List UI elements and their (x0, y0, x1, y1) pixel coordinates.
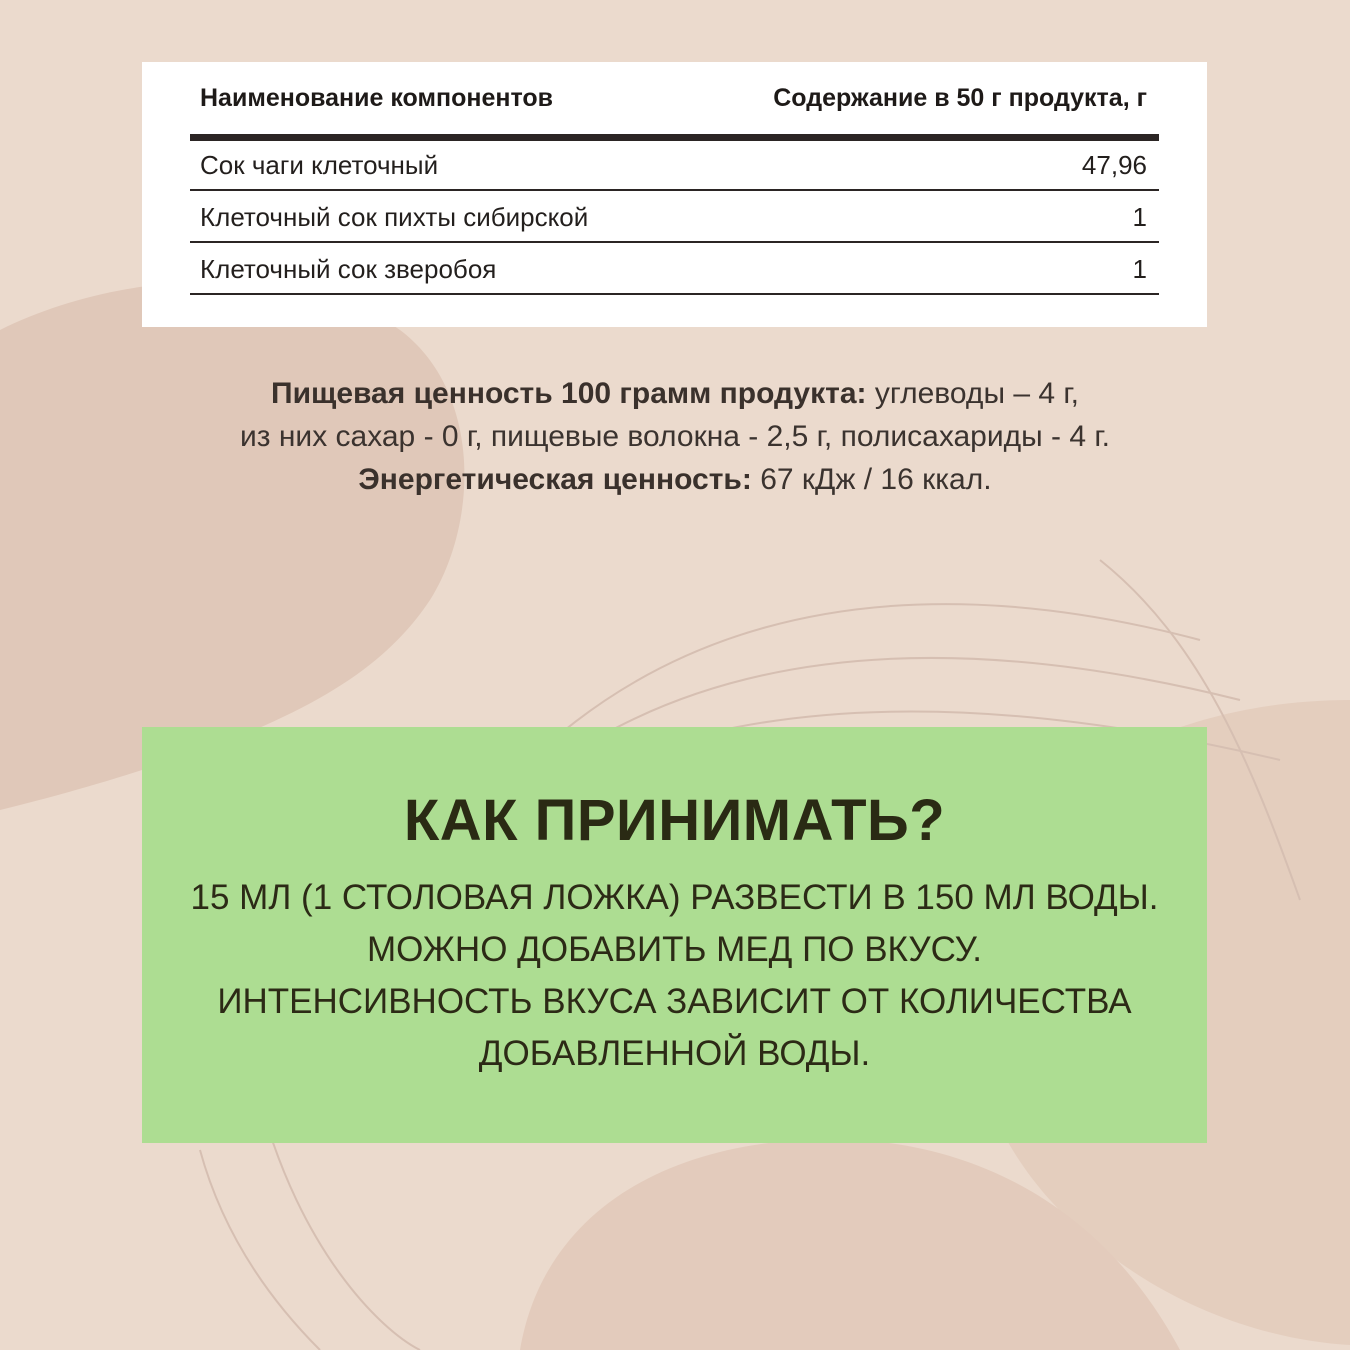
header-content-amount: Содержание в 50 г продукта, г (773, 83, 1147, 112)
instruction-line: 15 МЛ (1 СТОЛОВАЯ ЛОЖКА) РАЗВЕСТИ В 150 МЛ ВОДЫ. (190, 878, 1159, 917)
row-component-value: 1 (1132, 201, 1147, 232)
table-row (190, 141, 1159, 191)
table-row (190, 193, 1159, 243)
how-to-take-panel (142, 727, 1207, 1143)
table-row (190, 245, 1159, 295)
nutrition-line-2: из них сахар - 0 г, пищевые волокна - 2,5 г, полисахариды - 4 г. (240, 420, 1110, 453)
how-to-take-instructions (142, 872, 1207, 1080)
energy-value-text: 67 кДж / 16 ккал. (751, 463, 992, 496)
nutrition-info (0, 372, 1350, 501)
header-component-name: Наименование компонентов (200, 83, 554, 112)
row-component-name: Клеточный сок пихты сибирской (200, 201, 589, 232)
nutrition-line-1 (0, 372, 1350, 415)
instruction-line: ДОБАВЛЕННОЙ ВОДЫ. (478, 1034, 871, 1073)
row-component-name: Сок чаги клеточный (200, 149, 439, 180)
instruction-line: МОЖНО ДОБАВИТЬ МЕД ПО ВКУСУ. (366, 930, 982, 969)
composition-table (142, 62, 1207, 327)
nutrition-value-label: Пищевая ценность 100 грамм продукта: (271, 377, 867, 410)
energy-value-label: Энергетическая ценность: (358, 463, 752, 496)
how-to-take-title: КАК ПРИНИМАТЬ? (403, 788, 946, 853)
row-component-value: 47,96 (1081, 149, 1147, 180)
nutrition-line-3 (0, 458, 1350, 501)
row-component-value: 1 (1132, 253, 1147, 284)
table-header (190, 62, 1159, 134)
header-divider (190, 134, 1159, 141)
nutrition-carbs-text: углеводы – 4 г, (866, 377, 1079, 410)
instruction-line: ИНТЕНСИВНОСТЬ ВКУСА ЗАВИСИТ ОТ КОЛИЧЕСТВА (217, 982, 1132, 1021)
row-component-name: Клеточный сок зверобоя (200, 253, 497, 284)
